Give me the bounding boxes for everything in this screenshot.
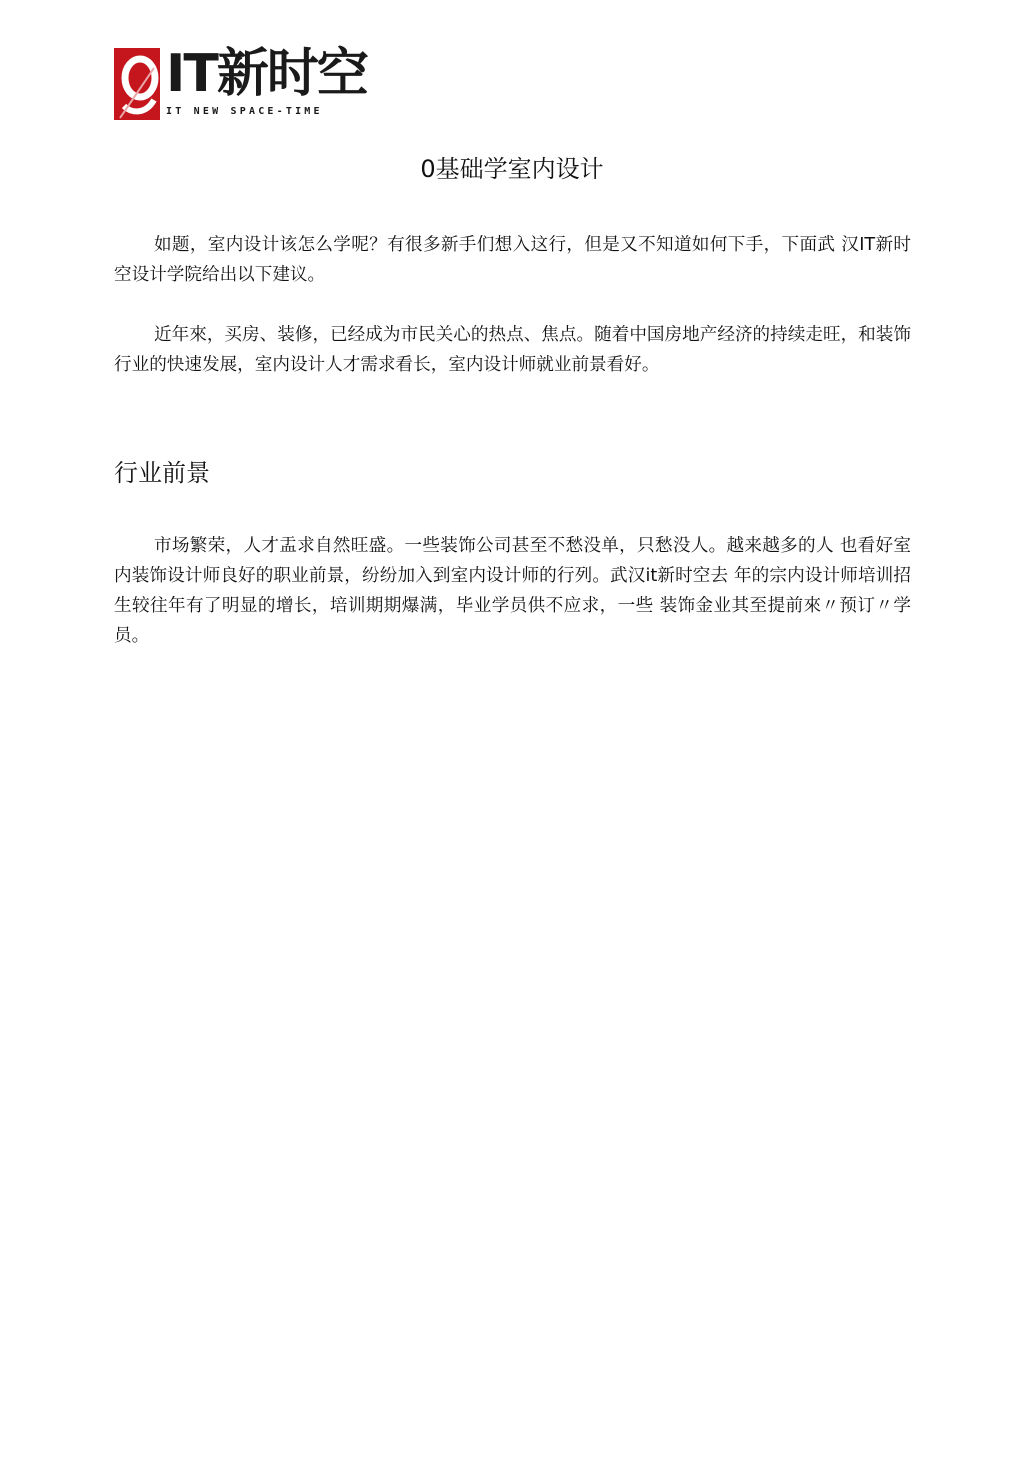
industry-outlook-paragraph: 市场繁荣，人才盂求自然旺盛。一些装饰公司甚至不愁没单，只愁没人。越来越多的人 也看好室内装饰设计师良好的职业前景，纷纷加入到室内设计师的行列。武汉it新时空去 年的宗内设计师培训招生较往年有了明显的增长，培训期期爆满，毕业学员供不应求，一些 装饰金业其至提前來〃预订〃学员。: [114, 536, 911, 646]
logo-tagline: IT NEW SPACE-TIME: [166, 106, 323, 117]
logo-mark-icon: [114, 48, 160, 120]
section-heading-industry-outlook: 行业前景: [114, 459, 210, 487]
intro-paragraph: 如题，室内设计该怎么学呢？有很多新手们想入这行，但是又不知道如何下手，下面武 汉IT新时空设计学院给出以下建议。: [114, 235, 911, 285]
document-title: 0基础学室内设计: [420, 155, 604, 183]
background-paragraph: 近年來，买房、装修，已经成为市民关心的热点、焦点。随着中国房地产经济的持续走旺，和装饰行业的快速发展，室内设计人才需求看长，室内设计师就业前景看好。: [114, 325, 911, 375]
logo-wordmark: IT新时空: [166, 44, 367, 104]
brand-logo: [114, 44, 367, 121]
